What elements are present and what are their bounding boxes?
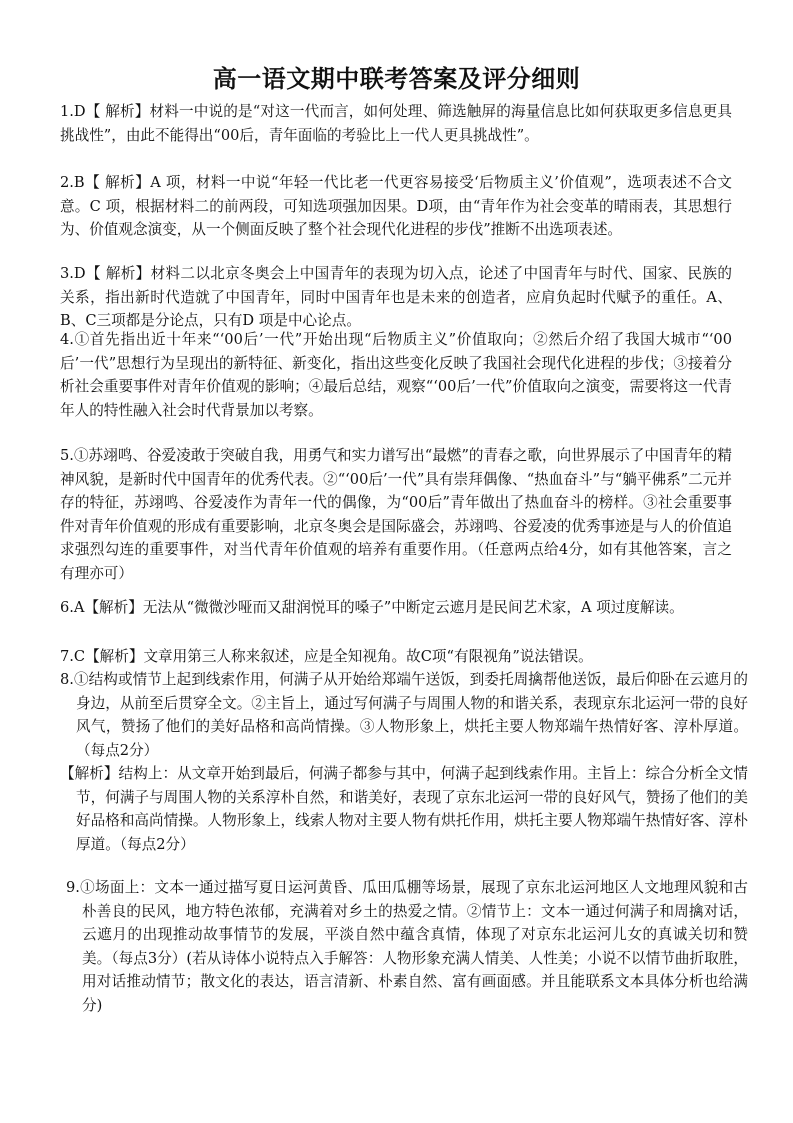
answer-9: 9.①场面上：文本一通过描写夏日运河黄昏、瓜田瓜棚等场景，展现了京东北运河地区人文地理风貌和古朴善良的民风，地方特色浓郁，充满着对乡土的热爱之情。②情节上：文本一通过何满子和周擒对话，云遮月的出现推动故事情节的发展，平淡自然中蕴含真情，体现了对京东北运河儿女的真诚关切和赞美。（每点3分）(若从诗体小说特点入手解答：人物形象充满人情美、人性美；小说不以情节曲折取胜，用对话推动情节；散文化的表达，语言清新、朴素自然、富有画面感。并且能联系文本具体分析也给满分) <box>66 879 748 1014</box>
answer-2: 2.B【 解析】A 项，材料一中说“年轻一代比老一代更容易接受‘后物质主义’价值观”，选项表述不合文意。C 项，根据材料二的前两段，可知选项强加因果。D项，由“青年作为社会变革的晴雨表，其思想行为、价值观念演变，从一个侧面反映了整个社会现代化进程的步伐”推断不出选项表述。 <box>60 174 732 239</box>
answer-1: 1.D【 解析】材料一中说的是“对这一代而言，如何处理、筛选触屏的海量信息比如何获取更多信息更具挑战性”，由此不能得出“00后，青年面临的考验比上一代人更具挑战性”。 <box>60 103 732 144</box>
page-title: 高一语文期中联考答案及评分细则 <box>212 64 581 93</box>
answer-5: 5.①苏翊鸣、谷爱凌敢于突破自我，用勇气和实力谱写出“最燃”的青春之歌，向世界展示了中国青年的精神风貌，是新时代中国青年的优秀代表。②“‘00后’一代”具有崇拜偶像、“热血奋斗”与“躺平佛系”二元并存的特征，苏翊鸣、谷爱凌作为青年一代的偶像，为“00后”青年做出了热血奋斗的榜样。③社会重要事件对青年价值观的形成有重要影响，北京冬奥会是国际盛会，苏翊鸣、谷爱凌的优秀事迹是与人的价值追求强烈勾连的重要事件，对当代青年价值观的培养有重要作用。（任意两点给4分，如有其他答案，言之有理亦可） <box>60 447 732 582</box>
answer-6: 6.A【解析】无法从“微微沙哑而又甜润悦耳的嗓子”中断定云遮月是民间艺术家，A 项过度解读。 <box>60 599 684 616</box>
answer-7: 7.C【解析】文章用第三人称来叙述，应是全知视角。故C项“有限视角”说法错误。 <box>60 648 593 665</box>
answer-8-analysis: 【解析】结构上：从文章开始到最后，何满子都参与其中，何满子起到线索作用。主旨上：综合分析全文情节，何满子与周围人物的关系淳朴自然，和谐美好，表现了京东北运河一带的良好风气，赞扬了他们的美好品格和高尚情操。人物形象上，线索人物对主要人物有烘托作用，烘托主要人物郑端午热情好客、淳朴厚道。（每点2分） <box>60 765 748 853</box>
answer-4: 4.①首先指出近十年来“‘00后’一代”开始出现“后物质主义”价值取向；②然后介绍了我国大城市“‘00后’一代”思想行为呈现出的新特征、新变化，指出这些变化反映了我国社会现代化进程的步伐；③接着分析社会重要事件对青年价值观的影响；④最后总结，观察“‘00后’一代”价值取向之演变，需要将这一代青年人的特性融入社会时代背景加以考察。 <box>60 331 732 419</box>
answer-3: 3.D【 解析】材料二以北京冬奥会上中国青年的表现为切入点，论述了中国青年与时代、国家、民族的关系，指出新时代造就了中国青年，同时中国青年也是未来的创造者，应肩负起时代赋予的重任。A、B、C三项都是分论点，只有D 项是中心论点。 <box>60 265 732 330</box>
answer-8: 8.①结构或情节上起到线索作用，何满子从开始给郑端午送饭，到委托周擒帮他送饭，最后仰卧在云遮月的身边，从前至后贯穿全文。②主旨上，通过写何满子与周围人物的和谐关系，表现京东北运河一带的良好风气，赞扬了他们的美好品格和高尚情操。③人物形象上，烘托主要人物郑端午热情好客、淳朴厚道。（每点2分） <box>60 671 748 759</box>
